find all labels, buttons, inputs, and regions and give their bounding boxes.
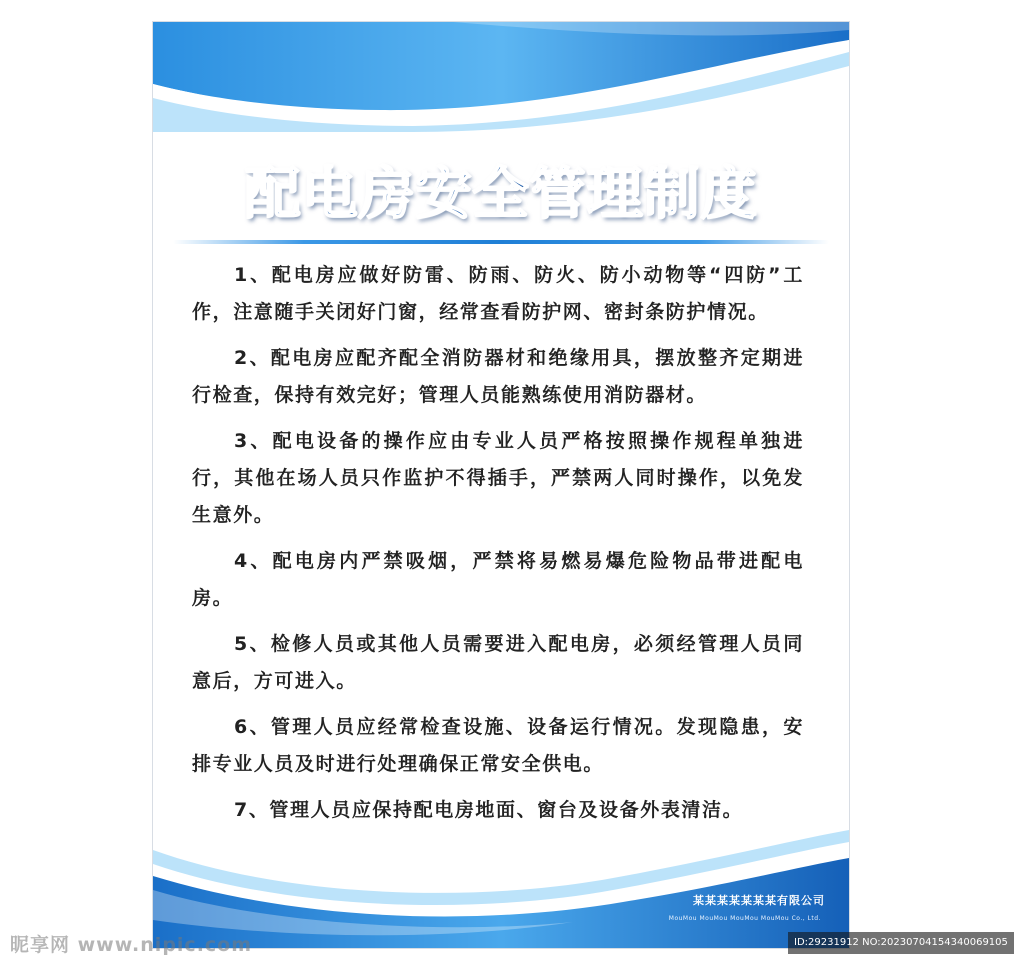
rule-item: 4、配电房内严禁吸烟，严禁将易燃易爆危险物品带进配电房。 (192, 550, 804, 609)
poster-title: 配电房安全管理制度 (244, 162, 758, 227)
rule-item: 6、管理人员应经常检查设施、设备运行情况。发现隐患，安排专业人员及时进行处理确保正常安全供电。 (192, 716, 804, 775)
rule-item: 7、管理人员应保持配电房地面、窗台及设备外表清洁。 (234, 799, 744, 821)
rule-item: 2、配电房应配齐配全消防器材和绝缘用具，摆放整齐定期进行检查，保持有效完好；管理人员能熟练使用消防器材。 (192, 347, 804, 406)
safety-poster (152, 21, 850, 949)
image-id-bar: ID:29231912 NO:20230704154340069105 (788, 932, 1014, 954)
bottom-wave-decoration (153, 830, 849, 948)
rules-list (192, 257, 804, 838)
rule-item: 1、配电房应做好防雷、防雨、防火、防小动物等“四防”工作，注意随手关闭好门窗，经常查看防护网、密封条防护情况。 (192, 264, 804, 323)
top-wave-decoration (153, 22, 849, 132)
rule-item: 3、配电设备的操作应由专业人员严格按照操作规程单独进行，其他在场人员只作监护不得插手，严禁两人同时操作，以免发生意外。 (192, 430, 804, 526)
title-underline (173, 240, 829, 244)
rule-item: 5、检修人员或其他人员需要进入配电房，必须经管理人员同意后，方可进入。 (192, 633, 804, 692)
company-name-en: MouMou MouMou MouMou MouMou Co., Ltd. (668, 915, 821, 922)
company-name: 某某某某某某某有限公司 (693, 894, 825, 907)
site-watermark: 昵享网 www.nipic.com (10, 934, 253, 956)
